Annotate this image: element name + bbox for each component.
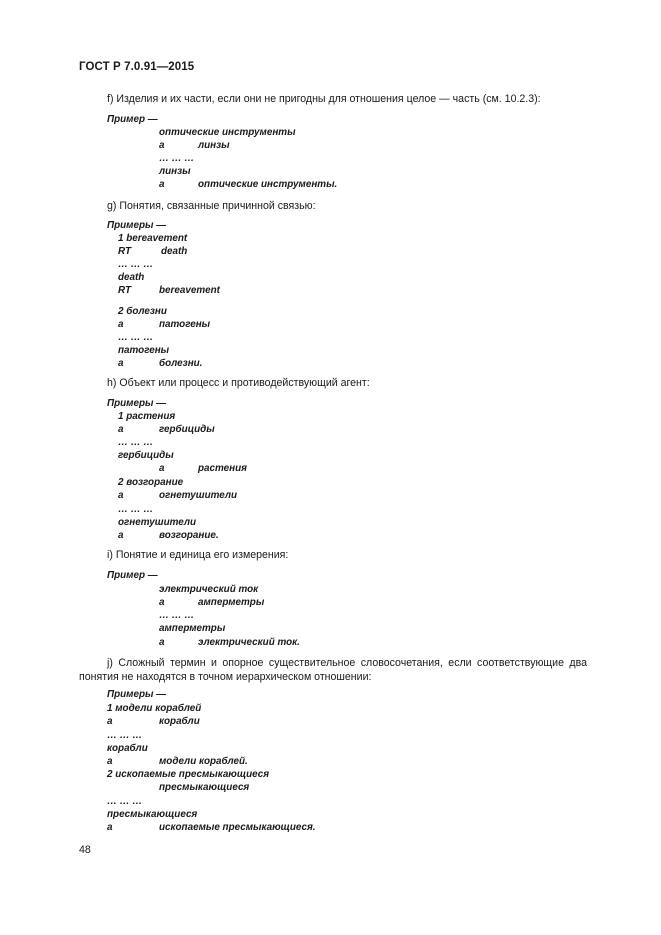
section-i-line-1: электрический ток xyxy=(159,584,259,595)
section-f-line-2-b: линзы xyxy=(198,140,230,151)
section-f-line-5-a: а xyxy=(159,179,165,190)
section-h-line-2-b: гербициды xyxy=(159,424,215,435)
section-f-line-1: оптические инструменты xyxy=(159,127,296,138)
section-i-line-5-a: а xyxy=(159,637,165,648)
section-j-line-10-b: ископаемые пресмыкающиеся. xyxy=(159,822,316,833)
section-g-line-7-a: а xyxy=(118,319,124,330)
section-f-text: f) Изделия и их части, если они не пригодны для отношения целое — часть (см. 10.2.3): xyxy=(107,93,541,105)
section-h-line-5-a: а xyxy=(159,463,165,474)
section-h-example-label: Примеры — xyxy=(107,398,167,409)
section-h-line-7-b: огнетушители xyxy=(159,490,238,501)
section-f-example-label: Пример — xyxy=(107,114,158,125)
section-h-line-7-a: а xyxy=(118,490,124,501)
section-g-line-2-b: death xyxy=(161,246,188,257)
section-h-line-10-b: возгорание. xyxy=(159,530,219,541)
section-g-line-2-a: RT xyxy=(118,246,131,257)
section-j-line-9: пресмыкающиеся xyxy=(107,809,198,820)
section-j-line-2-a: а xyxy=(107,716,113,727)
section-f-line-2-a: а xyxy=(159,140,165,151)
section-g-line-7-b: патогены xyxy=(159,319,211,330)
section-i-line-4: амперметры xyxy=(159,623,226,634)
section-j-line-4: корабли xyxy=(107,743,148,754)
section-j-line-8: … … … xyxy=(107,796,143,807)
section-g-example-label: Примеры — xyxy=(107,220,167,231)
section-j-line-10-a: а xyxy=(107,822,113,833)
section-g-line-10-a: а xyxy=(118,358,124,369)
section-h-line-9: огнетушители xyxy=(118,517,197,528)
section-j-line-6: 2 ископаемые пресмыкающиеся xyxy=(107,769,270,780)
section-h-line-1: 1 растения xyxy=(118,411,176,422)
section-g-line-5-a: RT xyxy=(118,285,131,296)
section-h-line-4: гербициды xyxy=(118,450,174,461)
section-j-line-3: … … … xyxy=(107,730,143,741)
standard-header: ГОСТ Р 7.0.91—2015 xyxy=(79,61,195,73)
section-j-line-7: пресмыкающиеся xyxy=(159,782,250,793)
section-g-line-1: 1 bereavement xyxy=(118,233,188,244)
section-h-line-5-b: растения xyxy=(198,463,247,474)
section-h-line-2-a: а xyxy=(118,424,124,435)
section-i-line-5-b: электрический ток. xyxy=(198,637,300,648)
section-f-line-4: линзы xyxy=(159,166,191,177)
page-number: 48 xyxy=(79,844,91,856)
section-f-line-3: … … … xyxy=(159,153,195,164)
section-i-example-label: Пример — xyxy=(107,570,158,581)
section-g-text: g) Понятия, связанные причинной связью: xyxy=(107,200,316,212)
section-i-line-3: … … … xyxy=(159,610,195,621)
section-j-line-5-a: а xyxy=(107,756,113,767)
section-g-line-5-b: bereavement xyxy=(159,285,220,296)
section-g-line-6: 2 болезни xyxy=(118,306,167,317)
section-f-line-5-b: оптические инструменты. xyxy=(198,179,338,190)
section-h-line-10-a: а xyxy=(118,530,124,541)
section-g-line-4: death xyxy=(118,272,145,283)
section-j-line-2-b: корабли xyxy=(159,716,200,727)
section-h-text: h) Объект или процесс и противодействующий агент: xyxy=(107,377,370,389)
section-h-line-6: 2 возгорание xyxy=(118,477,184,488)
section-j-text: j) Сложный термин и опорное существительное словосочетания, если соответствующие два понятия не находятся в точном иерархическом отношении: xyxy=(79,657,587,683)
section-i-line-2-a: а xyxy=(159,597,165,608)
section-g-line-3: … … … xyxy=(118,259,154,270)
section-j-line-1: 1 модели кораблей xyxy=(107,703,202,714)
section-j-example-label: Примеры — xyxy=(107,689,167,700)
section-h-line-3: … … … xyxy=(118,437,154,448)
section-g-line-10-b: болезни. xyxy=(159,358,203,369)
section-i-text: i) Понятие и единица его измерения: xyxy=(107,549,289,561)
section-h-line-8: … … … xyxy=(118,504,154,515)
section-j-line-5-b: модели кораблей. xyxy=(159,756,248,767)
section-g-line-9: патогены xyxy=(118,345,170,356)
section-g-line-8: … … … xyxy=(118,332,154,343)
section-i-line-2-b: амперметры xyxy=(198,597,265,608)
